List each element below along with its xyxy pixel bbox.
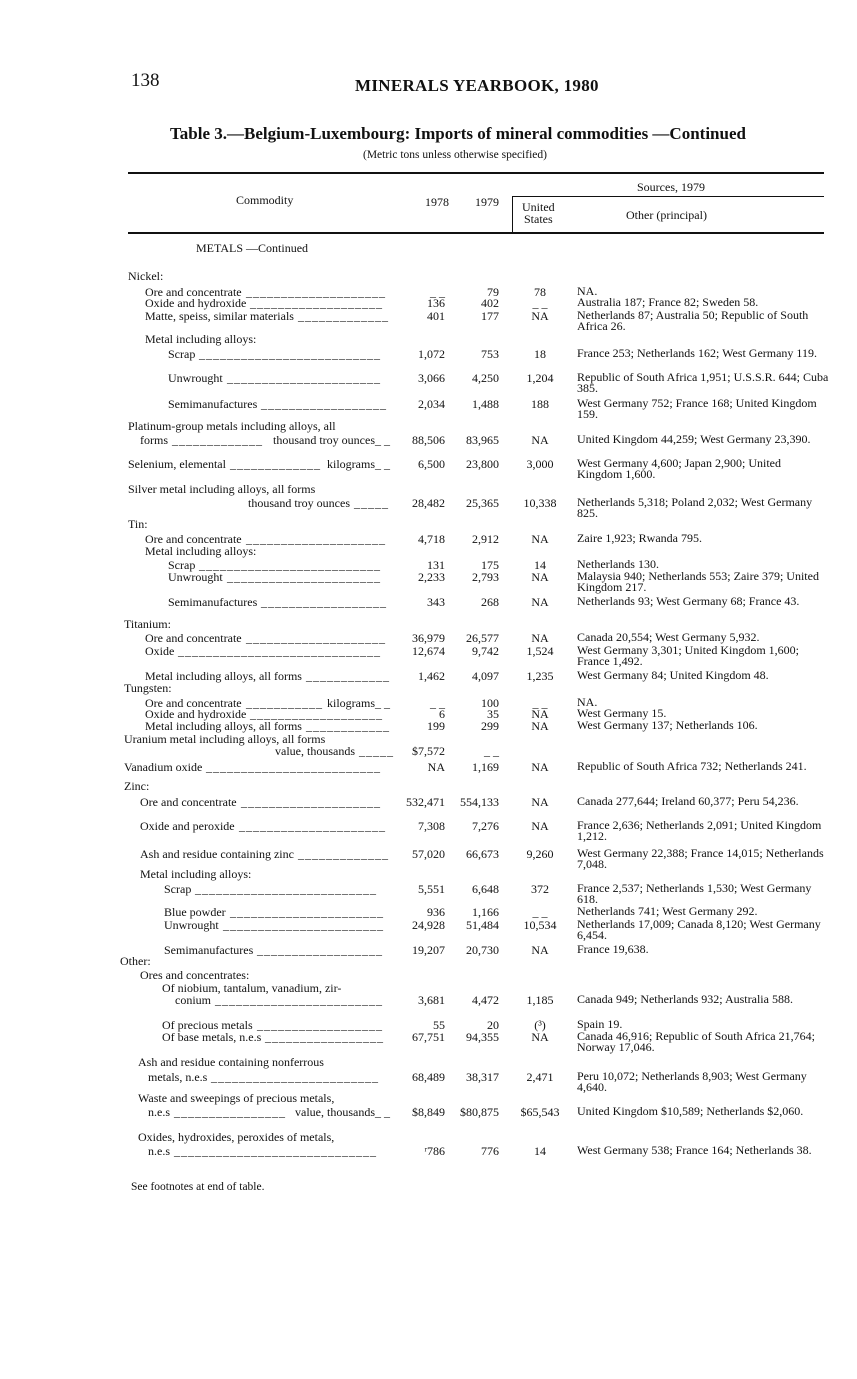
other-sources: Zaire 1,923; Rwanda 795.	[577, 531, 702, 545]
value-1979: 9,742	[472, 644, 499, 658]
leader-dots: ____________	[306, 719, 390, 733]
value-1979: 175	[481, 558, 499, 572]
commodity-label: forms	[140, 433, 168, 447]
value-1979: 35	[487, 707, 499, 721]
commodity-label: METALS —Continued	[196, 241, 309, 255]
leader-dots: ________________	[174, 1105, 286, 1119]
commodity-label: Silver metal including alloys, all forms	[128, 482, 316, 496]
table-subtitle: (Metric tons unless otherwise specified)	[363, 149, 547, 161]
value-united-states: 372	[531, 882, 549, 896]
commodity-label: Oxide	[145, 644, 175, 658]
value-1979: 38,317	[466, 1070, 499, 1084]
page-number: 138	[131, 70, 160, 91]
value-1978: 936	[427, 905, 445, 919]
value-1979: 753	[481, 347, 499, 361]
leader-dots: _____________________________	[174, 1144, 377, 1158]
commodity-label: Titanium:	[124, 617, 171, 631]
value-1979: 2,912	[472, 532, 499, 546]
value-1978: 55	[433, 1018, 445, 1032]
value-united-states: 1,235	[526, 669, 554, 683]
other-sources: France 253; Netherlands 162; West Germany 119.	[577, 346, 817, 360]
value-united-states: NA	[531, 719, 549, 733]
value-1979: 66,673	[466, 847, 499, 861]
other-sources: United Kingdom $10,589; Netherlands $2,060.	[577, 1104, 804, 1118]
other-sources: West Germany 3,301; United Kingdom 1,600; France 1,492.	[577, 643, 800, 668]
value-1978: 3,681	[418, 993, 445, 1007]
leader-dots: _____________	[298, 847, 389, 861]
leader-dots: __________________	[257, 1018, 383, 1032]
other-sources: West Germany 4,600; Japan 2,900; United Kingdom 1,600.	[577, 456, 781, 481]
leader-dots: _______________________	[223, 918, 384, 932]
commodity-label: Ash and residue containing zinc	[140, 847, 294, 861]
commodity-label: Nickel:	[128, 269, 164, 283]
value-united-states: 1,524	[526, 644, 554, 658]
value-1979: 177	[481, 309, 499, 323]
leader-dots: _____________________	[239, 819, 386, 833]
value-1978: $7,572	[412, 744, 445, 758]
leader-dots: ___________________	[250, 707, 383, 721]
value-united-states: NA	[531, 595, 549, 609]
value-1978: 67,751	[412, 1030, 445, 1044]
other-sources: Canada 46,916; Republic of South Africa 21,764; Norway 17,046.	[577, 1029, 815, 1054]
other-sources: Spain 19.	[577, 1017, 623, 1031]
value-1979: 1,488	[472, 397, 499, 411]
value-1979: 402	[481, 296, 499, 310]
leader-dots: ___________________	[250, 296, 383, 310]
commodity-label: Matte, speiss, similar materials	[145, 309, 294, 323]
value-1978: 57,020	[412, 847, 445, 861]
leader-dots: __________________	[261, 595, 387, 609]
commodity-label: n.e.s	[148, 1144, 170, 1158]
commodity-label: Platinum-group metals including alloys, all	[128, 419, 336, 433]
other-sources: NA.	[577, 284, 598, 298]
value-1979: 20	[487, 1018, 499, 1032]
value-1978: 2,034	[418, 397, 445, 411]
other-sources: Canada 277,644; Ireland 60,377; Peru 54,236.	[577, 794, 799, 808]
commodity-label: Metal including alloys:	[145, 332, 257, 346]
value-united-states: NA	[531, 433, 549, 447]
commodity-label: Scrap	[168, 347, 196, 361]
leader-dots: ____________________	[246, 285, 386, 299]
commodity-label: Oxides, hydroxides, peroxides of metals,	[138, 1130, 335, 1144]
unit-label: value, thousands_ _	[295, 1105, 390, 1119]
other-sources: Canada 949; Netherlands 932; Australia 588.	[577, 992, 793, 1006]
leader-dots: _____________	[298, 309, 389, 323]
leader-dots: _____	[354, 496, 389, 510]
value-1978: 532,471	[406, 795, 445, 809]
leader-dots: __________________________	[195, 882, 377, 896]
value-1979: 6,648	[472, 882, 499, 896]
value-1979: 4,097	[472, 669, 499, 683]
value-1978: _ _	[430, 285, 445, 299]
value-1978: 131	[427, 558, 445, 572]
leader-dots: __________________	[261, 397, 387, 411]
other-sources: Malaysia 940; Netherlands 553; Zaire 379; United Kingdom 217.	[577, 569, 819, 594]
other-sources: Netherlands 17,009; Canada 8,120; West Germany 6,454.	[577, 917, 821, 942]
value-1979: 1,166	[472, 905, 499, 919]
other-sources: France 19,638.	[577, 942, 649, 956]
leader-dots: ______________________	[227, 570, 381, 584]
commodity-label: Ore and concentrate	[145, 532, 242, 546]
value-united-states: (³)	[534, 1018, 546, 1032]
value-1978: 136	[427, 296, 445, 310]
commodity-label: Metal including alloys, all forms	[145, 669, 302, 683]
value-1979: 79	[487, 285, 499, 299]
commodity-label: conium	[175, 993, 211, 1007]
value-united-states: NA	[531, 707, 549, 721]
value-1978: 6	[439, 707, 445, 721]
other-sources: West Germany 752; France 168; United Kingdom 159.	[577, 396, 817, 421]
commodity-label: Of niobium, tantalum, vanadium, zir-	[162, 981, 342, 995]
value-1978: 199	[427, 719, 445, 733]
value-united-states: 9,260	[526, 847, 554, 861]
value-1979: 1,169	[472, 760, 499, 774]
value-1978: 7,308	[418, 819, 445, 833]
commodity-label: Zinc:	[124, 779, 150, 793]
commodity-label: Ore and concentrate	[140, 795, 237, 809]
leader-dots: __________________________	[199, 558, 381, 572]
running-head: MINERALS YEARBOOK, 1980	[355, 76, 599, 95]
value-1978: 5,551	[418, 882, 445, 896]
leader-dots: ______________________	[230, 905, 384, 919]
value-1979: _ _	[484, 744, 499, 758]
value-1979: 20,730	[466, 943, 499, 957]
header-states: States	[524, 212, 553, 226]
commodity-label: Uranium metal including alloys, all forms	[124, 732, 326, 746]
value-united-states: _ _	[532, 905, 548, 919]
table-title: Table 3.—Belgium-Luxembourg: Imports of mineral commodities —Continued	[170, 124, 746, 143]
value-1979: 26,577	[466, 631, 499, 645]
value-1978: ʳ786	[424, 1144, 445, 1158]
header-sources: Sources, 1979	[637, 180, 705, 194]
value-1978: 401	[427, 309, 445, 323]
other-sources: France 2,537; Netherlands 1,530; West Germany 618.	[577, 881, 812, 906]
commodity-label: Metal including alloys, all forms	[145, 719, 302, 733]
value-1978: 68,489	[412, 1070, 445, 1084]
commodity-label: Scrap	[164, 882, 192, 896]
other-sources: West Germany 84; United Kingdom 48.	[577, 668, 769, 682]
value-1978: 19,207	[412, 943, 445, 957]
header-united: United	[522, 200, 555, 214]
commodity-label: Unwrought	[168, 570, 223, 584]
other-sources: West Germany 538; France 164; Netherlands 38.	[577, 1143, 812, 1157]
value-1978: 6,500	[418, 457, 445, 471]
unit-label: kilograms_ _	[327, 457, 390, 471]
value-united-states: 10,338	[523, 496, 557, 510]
value-united-states: 18	[534, 347, 546, 361]
value-1979: 776	[481, 1144, 499, 1158]
other-sources: West Germany 137; Netherlands 106.	[577, 718, 758, 732]
value-1978: _ _	[430, 696, 445, 710]
value-1978: $8,849	[412, 1105, 445, 1119]
leader-dots: ____________________	[241, 795, 381, 809]
commodity-label: Ore and concentrate	[145, 285, 242, 299]
value-united-states: NA	[531, 570, 549, 584]
value-1978: 88,506	[412, 433, 445, 447]
other-sources: France 2,636; Netherlands 2,091; United Kingdom 1,212.	[577, 818, 822, 843]
leader-dots: ___________	[246, 696, 323, 710]
other-sources: Australia 187; France 82; Sweden 58.	[577, 295, 759, 309]
value-united-states: NA	[531, 819, 549, 833]
value-1979: 7,276	[472, 819, 499, 833]
leader-dots: _____	[359, 744, 394, 758]
unit-label: thousand troy ounces_ _	[273, 433, 390, 447]
other-sources: Netherlands 87; Australia 50; Republic of South Africa 26.	[577, 308, 809, 333]
commodity-label: Vanadium oxide	[124, 760, 203, 774]
commodity-label: Metal including alloys:	[140, 867, 252, 881]
commodity-label: Of base metals, n.e.s	[162, 1030, 262, 1044]
sources-rule	[512, 196, 824, 197]
commodity-label: Tungsten:	[124, 681, 172, 695]
commodity-label: metals, n.e.s	[148, 1070, 208, 1084]
value-1979: 4,472	[472, 993, 499, 1007]
commodity-label: Ore and concentrate	[145, 696, 242, 710]
value-1978: 12,674	[412, 644, 445, 658]
leader-dots: ________________________	[211, 1070, 379, 1084]
leader-dots: __________________	[257, 943, 383, 957]
footnote-reference: See footnotes at end of table.	[131, 1181, 265, 1193]
commodity-label: n.e.s	[148, 1105, 170, 1119]
value-united-states: 188	[531, 397, 549, 411]
commodity-label: Semimanufactures	[168, 595, 258, 609]
commodity-label: Ore and concentrate	[145, 631, 242, 645]
commodity-label: value, thousands	[275, 744, 355, 758]
other-sources: Republic of South Africa 732; Netherlands 241.	[577, 759, 807, 773]
leader-dots: _____________	[172, 433, 263, 447]
commodity-label: Oxide and hydroxide	[145, 707, 247, 721]
unit-label: kilograms_ _	[327, 696, 390, 710]
value-1979: 83,965	[466, 433, 499, 447]
leader-dots: ______________________	[227, 371, 381, 385]
value-united-states: 78	[534, 285, 546, 299]
other-sources: Peru 10,072; Netherlands 8,903; West Germany 4,640.	[577, 1069, 807, 1094]
value-1978: NA	[427, 760, 445, 774]
value-united-states: 14	[534, 558, 546, 572]
value-united-states: NA	[531, 309, 549, 323]
commodity-label: Oxide and hydroxide	[145, 296, 247, 310]
value-1979: 100	[481, 696, 499, 710]
value-united-states: NA	[531, 760, 549, 774]
value-1978: 3,066	[418, 371, 445, 385]
value-united-states: _ _	[532, 696, 548, 710]
other-sources: United Kingdom 44,259; West Germany 23,390.	[577, 432, 811, 446]
other-sources: Canada 20,554; West Germany 5,932.	[577, 630, 760, 644]
leader-dots: __________________________	[199, 347, 381, 361]
other-sources: West Germany 22,388; France 14,015; Netherlands 7,048.	[577, 846, 824, 871]
header-1978: 1978	[425, 195, 449, 209]
other-sources: Netherlands 130.	[577, 557, 659, 571]
value-1979: 51,484	[466, 918, 499, 932]
commodity-label: Other:	[120, 954, 151, 968]
commodity-label: Unwrought	[168, 371, 223, 385]
leader-dots: ____________________	[246, 532, 386, 546]
value-1978: 1,462	[418, 669, 445, 683]
leader-dots: _________________________	[206, 760, 381, 774]
leader-dots: ____________________	[246, 631, 386, 645]
value-1979: 4,250	[472, 371, 499, 385]
other-sources: Netherlands 93; West Germany 68; France 43.	[577, 594, 800, 608]
other-sources: Netherlands 5,318; Poland 2,032; West Germany 825.	[577, 495, 813, 520]
value-1978: 2,233	[418, 570, 445, 584]
commodity-label: Ores and concentrates:	[140, 968, 250, 982]
value-united-states: NA	[531, 943, 549, 957]
commodity-label: Oxide and peroxide	[140, 819, 235, 833]
value-united-states: 10,534	[523, 918, 557, 932]
value-1979: 25,365	[466, 496, 499, 510]
other-sources: Netherlands 741; West Germany 292.	[577, 904, 758, 918]
value-1979: 94,355	[466, 1030, 499, 1044]
value-united-states: NA	[531, 1030, 549, 1044]
commodity-label: Scrap	[168, 558, 196, 572]
value-1979: 554,133	[460, 795, 499, 809]
commodity-label: Metal including alloys:	[145, 544, 257, 558]
commodity-label: thousand troy ounces	[248, 496, 350, 510]
commodity-label: Semimanufactures	[168, 397, 258, 411]
commodity-label: Blue powder	[164, 905, 226, 919]
value-united-states: 3,000	[526, 457, 554, 471]
other-sources: Republic of South Africa 1,951; U.S.S.R. 644; Cuba 385.	[577, 370, 829, 395]
commodity-label: Semimanufactures	[164, 943, 254, 957]
leader-dots: _________________	[265, 1030, 384, 1044]
value-1979: $80,875	[460, 1105, 499, 1119]
value-1978: 24,928	[412, 918, 445, 932]
leader-dots: ____________	[306, 669, 390, 683]
value-united-states: NA	[531, 631, 549, 645]
other-sources: NA.	[577, 695, 598, 709]
value-1979: 299	[481, 719, 499, 733]
header-commodity: Commodity	[236, 193, 294, 207]
commodity-label: Ash and residue containing nonferrous	[138, 1055, 324, 1069]
value-united-states: _ _	[532, 296, 548, 310]
value-1979: 23,800	[466, 457, 499, 471]
value-1978: 4,718	[418, 532, 445, 546]
commodity-label: Unwrought	[164, 918, 219, 932]
header-other-principal: Other (principal)	[626, 208, 707, 222]
value-1979: 268	[481, 595, 499, 609]
commodity-label: Of precious metals	[162, 1018, 253, 1032]
value-1978: 28,482	[412, 496, 445, 510]
value-united-states: 1,204	[526, 371, 554, 385]
value-united-states: $65,543	[520, 1105, 560, 1119]
leader-dots: ________________________	[215, 993, 383, 1007]
commodity-label: Waste and sweepings of precious metals,	[138, 1091, 335, 1105]
value-1978: 36,979	[412, 631, 445, 645]
value-united-states: NA	[531, 795, 549, 809]
other-sources: West Germany 15.	[577, 706, 667, 720]
value-united-states: 2,471	[526, 1070, 554, 1084]
leader-dots: _____________________________	[178, 644, 381, 658]
value-united-states: 1,185	[526, 993, 554, 1007]
commodity-label: Selenium, elemental	[128, 457, 226, 471]
header-1979: 1979	[475, 195, 499, 209]
commodity-label: Tin:	[128, 517, 148, 531]
header-bottom-rule	[128, 232, 824, 234]
value-1978: 343	[427, 595, 445, 609]
value-united-states: 14	[534, 1144, 546, 1158]
value-1979: 2,793	[472, 570, 499, 584]
value-1978: 1,072	[418, 347, 445, 361]
header-top-rule	[128, 172, 824, 174]
leader-dots: _____________	[230, 457, 321, 471]
us-column-divider	[512, 196, 513, 232]
value-united-states: NA	[531, 532, 549, 546]
